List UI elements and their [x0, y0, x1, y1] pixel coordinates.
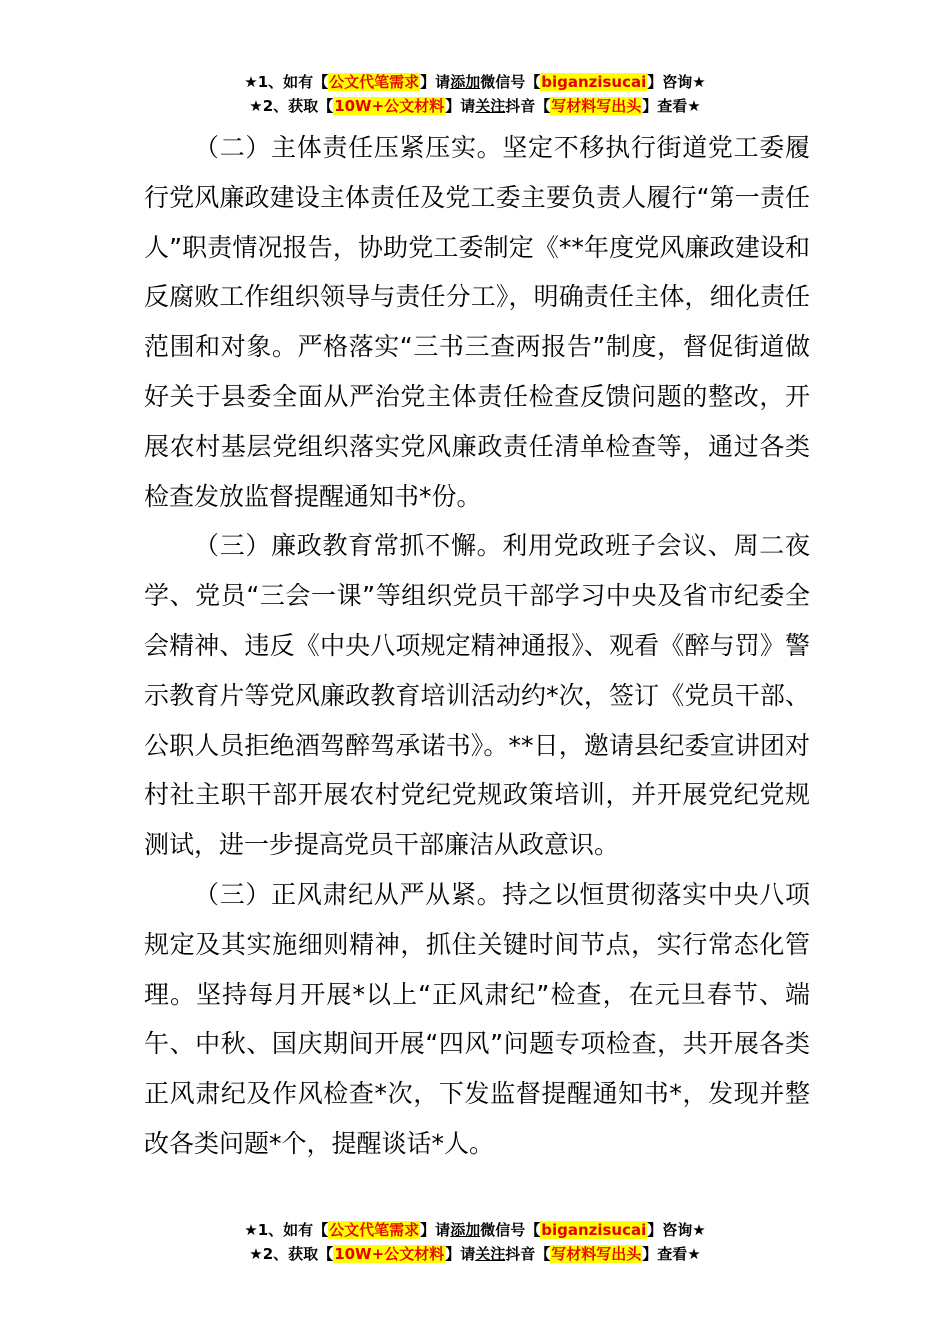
banner-line-1: ★1、如有【公文代笔需求】请添加微信号【biganzisucai】咨询★	[244, 1221, 706, 1239]
footer-banner	[0, 1218, 950, 1266]
paragraph-discipline-rectification: （三）正风肃纪从严从紧。持之以恒贯彻落实中央八项规定及其实施细则精神，抓住关键时间节点，实行常态化管理。坚持每月开展*以上“正风肃纪”检查，在元旦春节、端午、中秋、国庆期间开展“四风”问题专项检查，共开展各类正风肃纪及作风检查*次，下发监督提醒通知书*，发现并整改各类问题*个，提醒谈话*人。	[144, 879, 810, 1158]
highlight-materials: 10W+公文材料	[334, 1245, 445, 1263]
highlight-service: 公文代笔需求	[329, 73, 420, 91]
highlight-materials: 10W+公文材料	[334, 97, 445, 115]
banner-line-1: ★1、如有【公文代笔需求】请添加微信号【biganzisucai】咨询★	[244, 73, 706, 91]
banner-line-2: ★2、获取【10W+公文材料】请关注抖音【写材料写出头】查看★	[249, 1245, 701, 1263]
paragraph-integrity-education: （三）廉政教育常抓不懈。利用党政班子会议、周二夜学、党员“三会一课”等组织党员干部学习中央及省市纪委全会精神、违反《中央八项规定精神通报》、观看《醉与罚》警示教育片等党风廉政教育培训活动约*次，签订《党员干部、公职人员拒绝酒驾醉驾承诺书》。**日，邀请县纪委宣讲团对村社主职干部开展农村党纪党规政策培训，并开展党纪党规测试，进一步提高党员干部廉洁从政意识。	[144, 531, 810, 860]
banner-line-2: ★2、获取【10W+公文材料】请关注抖音【写材料写出头】查看★	[249, 97, 701, 115]
highlight-wechat-id: biganzisucai	[541, 1221, 647, 1239]
paragraph-subject-responsibility: （二）主体责任压紧压实。坚定不移执行街道党工委履行党风廉政建设主体责任及党工委主要负责人履行“第一责任人”职责情况报告，协助党工委制定《**年度党风廉政建设和反腐败工作组织领导与责任分工》，明确责任主体，细化责任范围和对象。严格落实“三书三查两报告”制度，督促街道做好关于县委全面从严治党主体责任检查反馈问题的整改，开展农村基层党组织落实党风廉政责任清单检查等，通过各类检查发放监督提醒通知书*份。	[144, 133, 810, 511]
highlight-service: 公文代笔需求	[329, 1221, 420, 1239]
highlight-douyin-id: 写材料写出头	[551, 97, 642, 115]
highlight-wechat-id: biganzisucai	[541, 73, 647, 91]
document-body	[144, 123, 810, 1169]
highlight-douyin-id: 写材料写出头	[551, 1245, 642, 1263]
header-banner	[0, 70, 950, 118]
